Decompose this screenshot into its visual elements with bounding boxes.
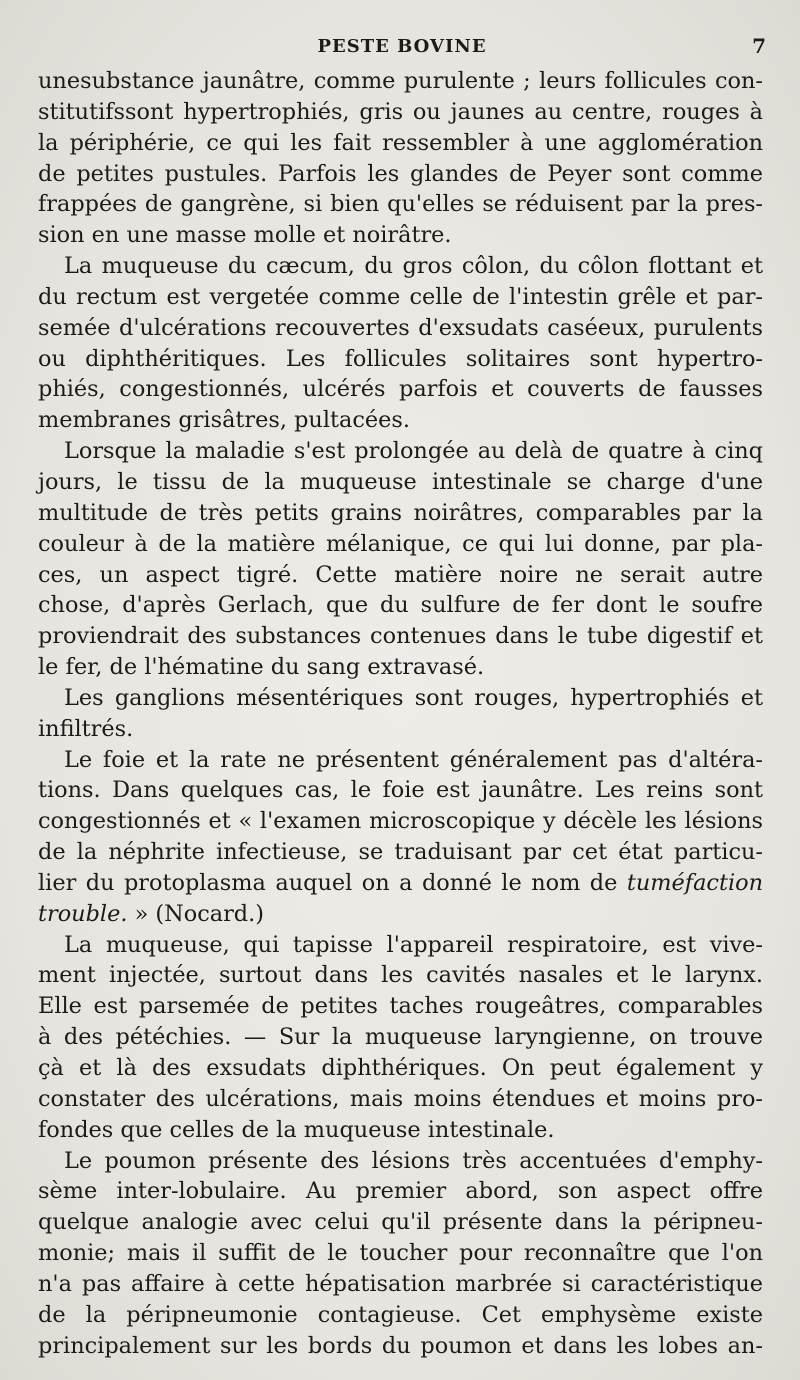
page-number: 7 <box>752 34 766 58</box>
text-line: de petites pustules. Parfois les glandes de Peyer sont comme <box>38 160 763 187</box>
text-line: ou diphthéritiques. Les follicules solitaires sont hypertro- <box>38 345 763 372</box>
text-line: couleur à de la matière mélanique, ce qui lui donne, par pla- <box>38 530 763 557</box>
paragraph <box>38 66 763 251</box>
text-line: ment injectée, surtout dans les cavités nasales et le larynx. <box>38 962 763 989</box>
text-line: monie; mais il suffit de le toucher pour reconnaître que l'on <box>38 1240 763 1267</box>
italic-term: tuméfaction <box>626 869 764 896</box>
text-line: Le foie et la rate ne présentent généralement pas d'altéra- <box>64 746 763 773</box>
text-line <box>38 899 763 930</box>
text-line: Le poumon présente des lésions très accentuées d'emphy- <box>64 1147 763 1174</box>
text-line: principalement sur les bords du poumon et dans les lobes an- <box>38 1332 763 1359</box>
text-line: infiltrés. <box>38 715 134 742</box>
text-line: fondes que celles de la muqueuse intestinale. <box>38 1116 555 1143</box>
paragraph <box>38 436 763 683</box>
running-title: PESTE BOVINE <box>317 36 487 57</box>
text-line: semée d'ulcérations recouvertes d'exsudats caséeux, purulents <box>38 314 763 341</box>
paragraph <box>38 251 763 436</box>
text-line: congestionnés et « l'examen microscopique y décèle les lésions <box>38 808 763 835</box>
text-line: constater des ulcérations, mais moins étendues et moins pro- <box>38 1085 763 1112</box>
text-line: sème inter-lobulaire. Au premier abord, son aspect offre <box>38 1178 763 1205</box>
text-segment: » (Nocard.) <box>134 900 264 927</box>
text-line: quelque analogie avec celui qu'il présente dans la péripneu- <box>38 1209 763 1236</box>
text-line: ces, un aspect tigré. Cette matière noire ne serait autre <box>38 561 763 588</box>
text-line: n'a pas affaire à cette hépatisation marbrée si caractéristique <box>38 1270 763 1297</box>
text-line <box>38 868 763 899</box>
text-line: Les ganglions mésentériques sont rouges, hypertrophiés et <box>64 684 763 711</box>
text-line: Elle est parsemée de petites taches rougeâtres, comparables <box>38 993 763 1020</box>
italic-term: trouble. <box>38 900 128 927</box>
text-line: multitude de très petits grains noirâtres, comparables par la <box>38 499 763 526</box>
text-line: La muqueuse du cæcum, du gros côlon, du côlon flottant et <box>64 253 763 280</box>
text-line: La muqueuse, qui tapisse l'appareil respiratoire, est vive- <box>64 931 763 958</box>
text-line: Lorsque la maladie s'est prolongée au delà de quatre à cinq <box>64 438 763 465</box>
text-line: chose, d'après Gerlach, que du sulfure de fer dont le soufre <box>38 592 763 619</box>
paragraph <box>38 1146 763 1362</box>
text-line: jours, le tissu de la muqueuse intestinale se charge d'une <box>38 468 763 495</box>
text-line: phiés, congestionnés, ulcérés parfois et couverts de fausses <box>38 376 763 403</box>
text-line: tions. Dans quelques cas, le foie est jaunâtre. Les reins sont <box>38 777 763 804</box>
text-line: le fer, de l'hématine du sang extravasé. <box>38 654 485 681</box>
paragraph <box>38 930 763 1146</box>
text-line: proviendrait des substances contenues dans le tube digestif et <box>38 623 763 650</box>
text-line: frappées de gangrène, si bien qu'elles se réduisent par la pres- <box>38 191 763 218</box>
text-segment: lier du protoplasma auquel on a donné le nom de <box>38 869 618 896</box>
text-line: membranes grisâtres, pultacées. <box>38 407 411 434</box>
paragraph <box>38 683 763 745</box>
text-line: à des pétéchies. — Sur la muqueuse laryngienne, on trouve <box>38 1024 763 1051</box>
text-line: çà et là des exsudats diphthériques. On peut également y <box>38 1055 763 1081</box>
page-header <box>38 34 766 62</box>
text-line: de la péripneumonie contagieuse. Cet emphysème existe <box>38 1301 763 1328</box>
text-line: unesubstance jaunâtre, comme purulente ; leurs follicules con- <box>38 68 763 94</box>
body-text <box>38 66 763 1361</box>
text-line: de la néphrite infectieuse, se traduisant par cet état particu- <box>38 839 763 866</box>
text-line: sion en une masse molle et noirâtre. <box>38 222 452 249</box>
text-line: la périphérie, ce qui les fait ressembler à une agglomération <box>38 129 763 156</box>
text-line: du rectum est vergetée comme celle de l'intestin grêle et par- <box>38 283 763 310</box>
paragraph <box>38 745 763 930</box>
text-line: stitutifssont hypertrophiés, gris ou jaunes au centre, rouges à <box>38 98 763 125</box>
